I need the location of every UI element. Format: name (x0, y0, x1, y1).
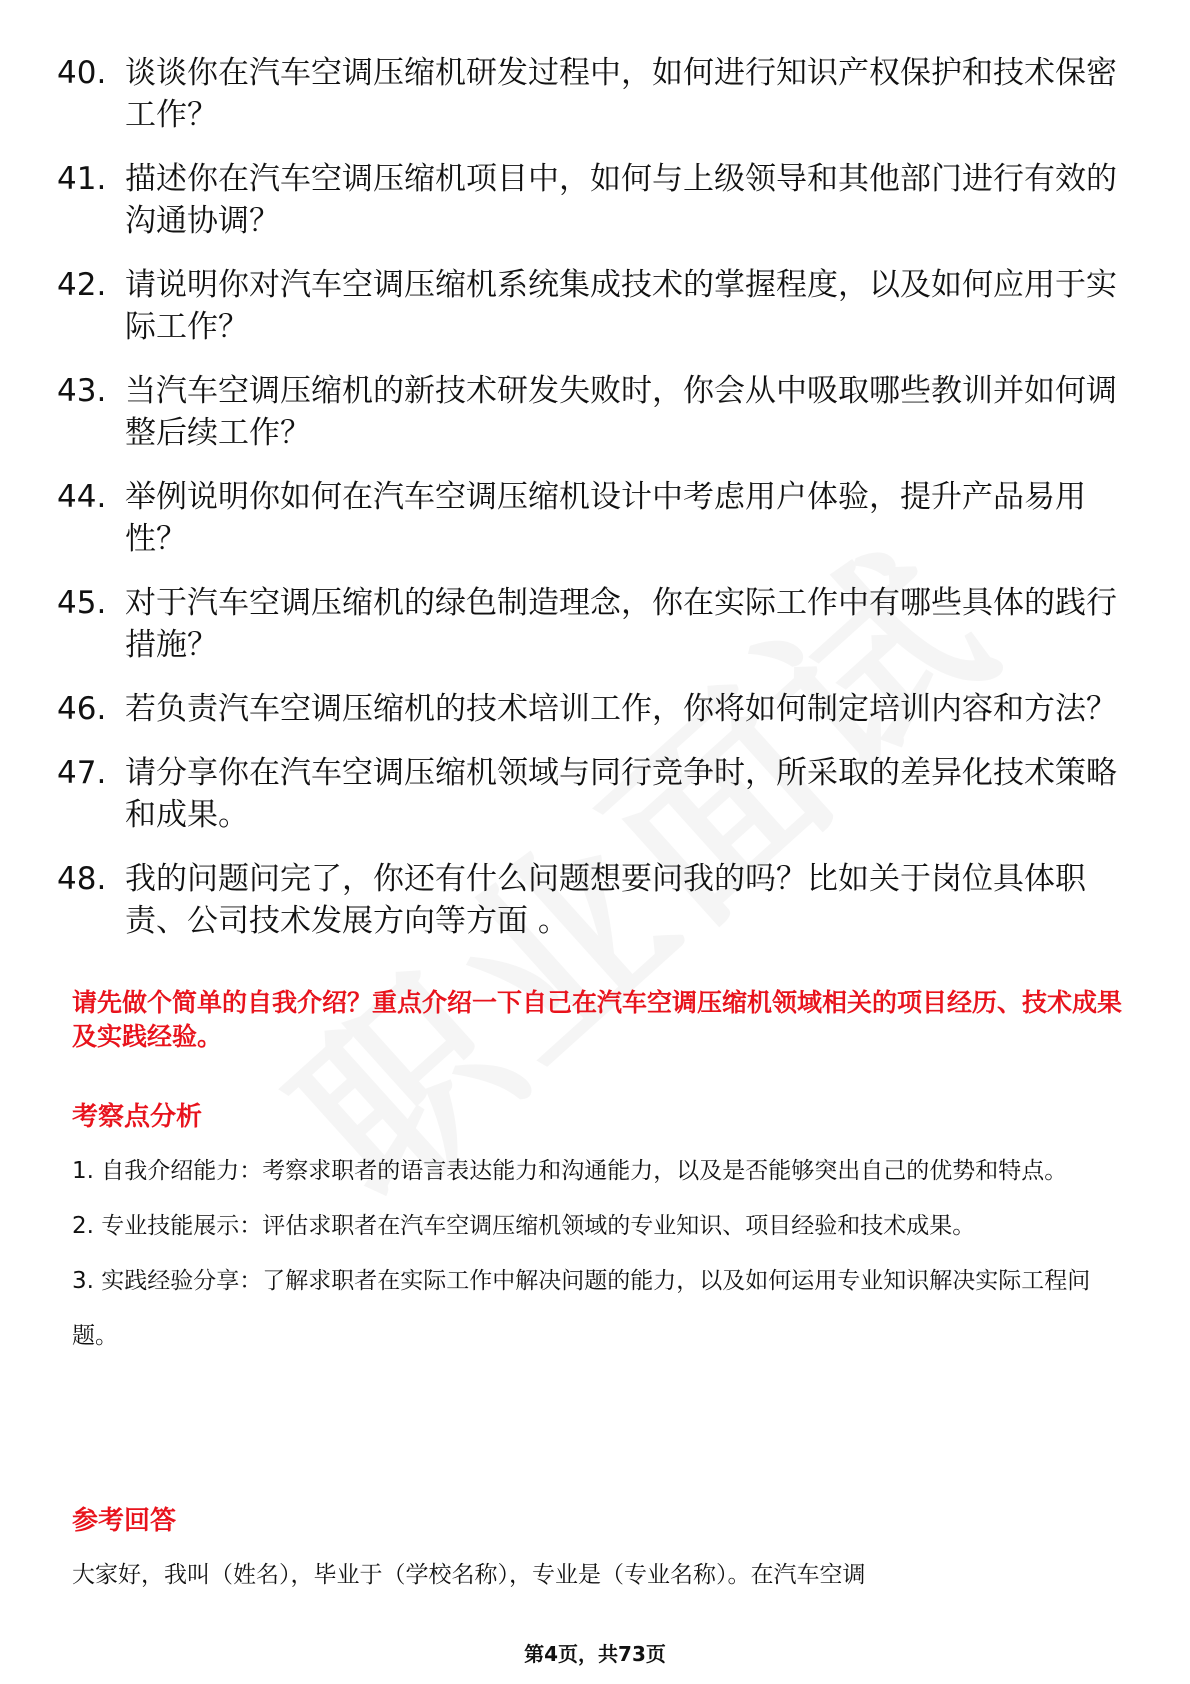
question-number: 41. (57, 161, 107, 197)
question-text: 描述你在汽车空调压缩机项目中，如何与上级领导和其他部门进行有效的沟通协调？ (125, 161, 1117, 239)
analysis-heading: 考察点分析 (72, 1102, 203, 1132)
question-item (57, 264, 1137, 348)
analysis-point: 1. 自我介绍能力：考察求职者的语言表达能力和沟通能力，以及是否能够突出自己的优势和特点。 (72, 1158, 1068, 1184)
question-text: 谈谈你在汽车空调压缩机研发过程中，如何进行知识产权保护和技术保密工作？ (125, 55, 1117, 133)
question-number: 42. (57, 267, 107, 303)
page-number: 第4页，共73页 (524, 1642, 666, 1666)
question-item (57, 158, 1137, 242)
question-text: 我的问题问完了，你还有什么问题想要问我的吗？比如关于岗位具体职责、公司技术发展方向等方面 。 (125, 861, 1086, 939)
question-number: 48. (57, 861, 107, 897)
question-item (57, 52, 1137, 136)
analysis-list (72, 1144, 1127, 1364)
question-text: 请分享你在汽车空调压缩机领域与同行竞争时，所采取的差异化技术策略和成果。 (125, 755, 1117, 833)
intro-question: 请先做个简单的自我介绍？重点介绍一下自己在汽车空调压缩机领域相关的项目经历、技术成果及实践经验。 (72, 988, 1123, 1051)
question-item (57, 688, 1137, 730)
question-text: 请说明你对汽车空调压缩机系统集成技术的掌握程度，以及如何应用于实际工作？ (125, 267, 1117, 345)
question-number: 40. (57, 55, 107, 91)
question-number: 46. (57, 691, 107, 727)
question-number: 44. (57, 479, 107, 515)
analysis-point: 2. 专业技能展示：评估求职者在汽车空调压缩机领域的专业知识、项目经验和技术成果。 (72, 1213, 976, 1239)
question-text: 举例说明你如何在汽车空调压缩机设计中考虑用户体验，提升产品易用性？ (125, 479, 1086, 557)
question-item (57, 858, 1137, 942)
question-text: 当汽车空调压缩机的新技术研发失败时，你会从中吸取哪些教训并如何调整后续工作？ (125, 373, 1117, 451)
answer-heading: 参考回答 (72, 1506, 177, 1536)
question-item (57, 752, 1137, 836)
question-text: 对于汽车空调压缩机的绿色制造理念，你在实际工作中有哪些具体的践行措施？ (125, 585, 1117, 663)
question-item (57, 582, 1137, 666)
question-number: 43. (57, 373, 107, 409)
question-item (57, 476, 1137, 560)
answer-text: 大家好，我叫（姓名），毕业于（学校名称），专业是（专业名称）。在汽车空调 (72, 1562, 866, 1588)
question-list (57, 52, 1137, 964)
question-number: 47. (57, 755, 107, 791)
question-text: 若负责汽车空调压缩机的技术培训工作，你将如何制定培训内容和方法？ (125, 691, 1117, 727)
analysis-point: 3. 实践经验分享：了解求职者在实际工作中解决问题的能力，以及如何运用专业知识解决实际工程问题。 (72, 1268, 1091, 1349)
question-item (57, 370, 1137, 454)
question-number: 45. (57, 585, 107, 621)
